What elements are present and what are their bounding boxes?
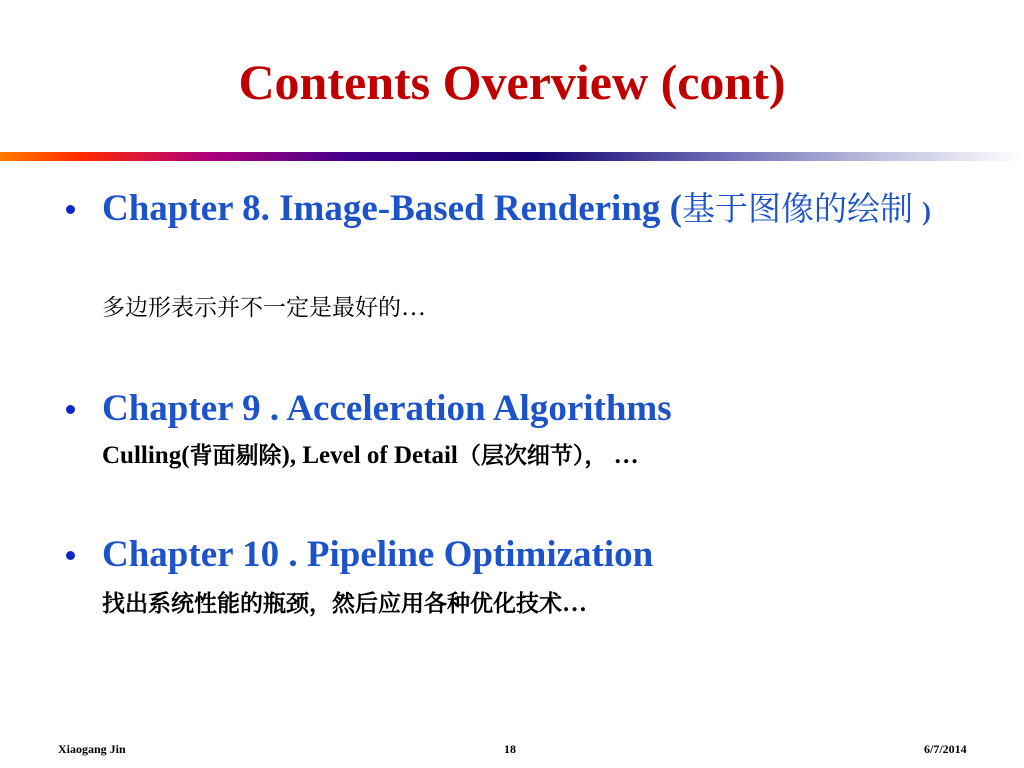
chapter-8-title: Chapter 8. Image-Based Rendering (: [102, 188, 682, 229]
chapter-9-culling-cn: 背面剔除: [189, 443, 282, 469]
chapter-8-description: [102, 292, 982, 324]
chapter-9-culling: Culling(: [102, 442, 190, 469]
chapter-8-title-close: ): [922, 197, 931, 226]
chapter-8-description-cn: 多边形表示并不一定是最好的: [102, 295, 401, 321]
chapter-10-description-ellipsis: …: [562, 590, 587, 617]
chapter-10-description: [102, 588, 982, 620]
chapter-10-heading: Chapter 10 . Pipeline Optimization: [102, 534, 654, 575]
chapter-8-heading: [102, 186, 972, 235]
chapter-10-description-cn: 找出系统性能的瓶颈，然后应用各种优化技术: [102, 591, 562, 617]
chapter-8-title-cn: 基于图像的绘制: [682, 189, 913, 228]
slide-title: Contents Overview (cont): [238, 54, 786, 110]
gradient-divider: [0, 152, 1024, 161]
bullet-icon: [66, 205, 75, 214]
footer-author: Xiaogang Jin: [58, 742, 126, 756]
chapter-9-lod: ), Level of Detail: [281, 442, 458, 469]
chapter-9-lod-cn: （层次细节），: [457, 443, 608, 469]
chapter-9-description: [102, 440, 982, 472]
footer-date: 6/7/2014: [924, 742, 967, 756]
bullet-icon: [66, 551, 75, 560]
footer-page-number: 18: [504, 742, 516, 756]
chapter-9-ellipsis: …: [613, 442, 639, 469]
bullet-icon: [66, 405, 75, 414]
chapter-8-description-ellipsis: …: [401, 294, 426, 321]
chapter-9-heading: Chapter 9 . Acceleration Algorithms: [102, 388, 672, 429]
